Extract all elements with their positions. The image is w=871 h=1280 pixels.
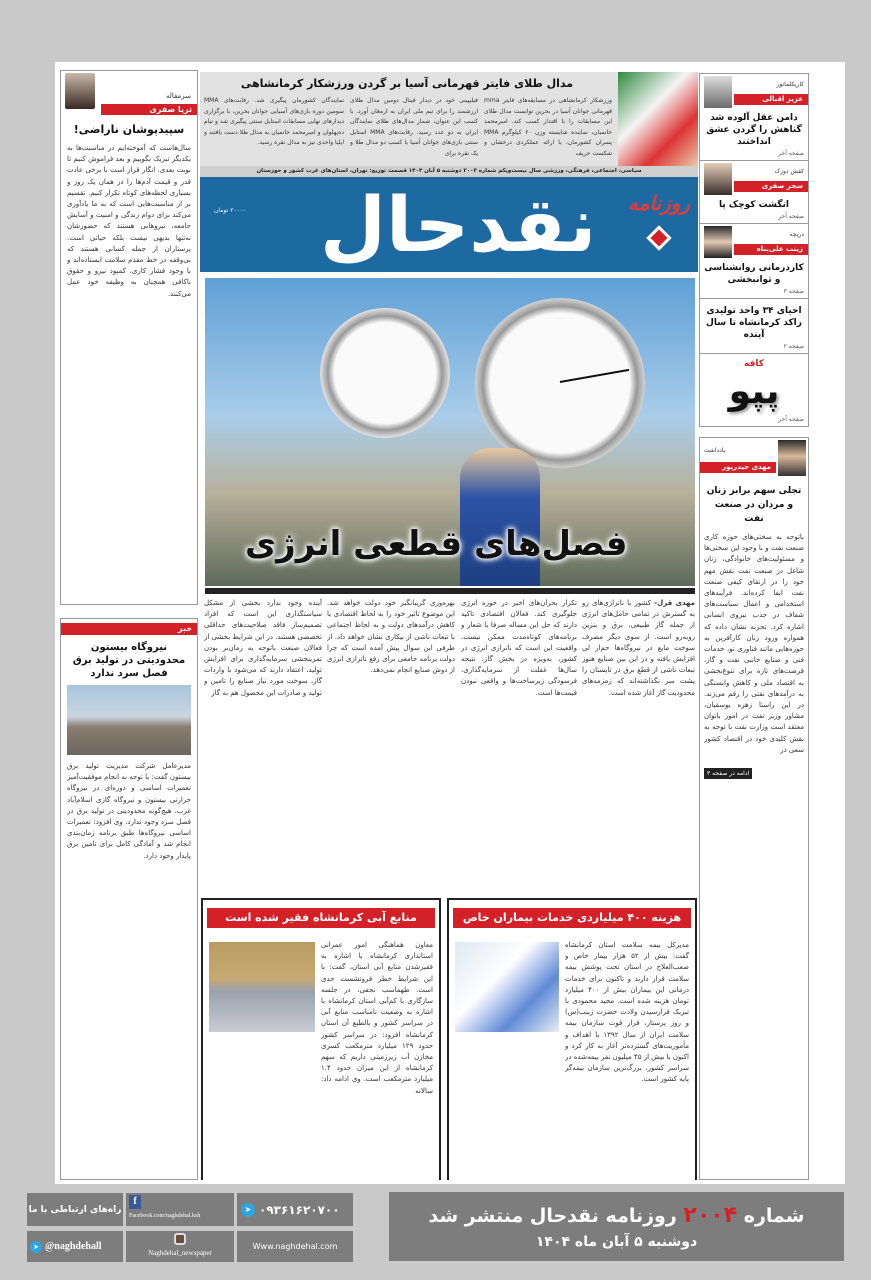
sports-athlete-photo bbox=[618, 72, 698, 166]
columnist-headline-1: دامن عقل آلوده شد گناهش را گردن عشق انداختند bbox=[706, 113, 802, 147]
columnist-box-3[interactable] bbox=[699, 224, 809, 299]
news-photo-power-plant bbox=[67, 685, 191, 755]
facebook-url: Facebook.com/naghdehal.ksh bbox=[129, 1213, 201, 1219]
main-story-text-1: کشور با ناترازی‌های رو به گسترش در تمامی حامل‌های انرژی از جمله گاز طبیعی، برق و بنزین روبه‌رو است. از سوی دیگر مصرف سوخت مایع در نیروگاه‌ها حم‌ار لی افزایش یافته و در این بین صنایع هنوز تبعات ناشی از قطع برق در تابستان را پشت سر نگذاشته‌اند که زمزمه‌های محدودیت گاز آغاز شده است. bbox=[582, 599, 695, 697]
columnist-author-3: زینب علی‌پناه bbox=[734, 244, 808, 255]
issue-date: دوشنبه ۵ آبان ماه ۱۴۰۴ bbox=[535, 1233, 698, 1250]
note-headline: تجلی سهم برابر زنان و مردان در صنعت نفت bbox=[706, 486, 802, 524]
columnist-headline-2: انگشت کوچک پا bbox=[719, 200, 789, 210]
note-author-photo bbox=[778, 440, 806, 476]
note-kicker: یادداشت bbox=[704, 447, 726, 454]
columnist-kicker-2: کفش دوزک bbox=[774, 168, 804, 175]
phone-number: ۰۹۳۶۱۶۲۰۷۰۰ bbox=[259, 1202, 340, 1217]
dateline: سیاسی، اجتماعی، فرهنگی، ورزشی سال بیست‌ویکم شماره ۲۰۰۴ دوشنبه ۵ آبان ۱۴۰۴ قسمت توزیع: تهران، استان‌های غرب کشور و خوزستان bbox=[200, 166, 698, 177]
main-story-photo-gauges bbox=[205, 278, 695, 586]
health-box bbox=[447, 898, 697, 1180]
columnist-author-2: سحر صفری bbox=[734, 181, 808, 192]
news-body: مدیرعامل شرکت مدیریت تولید برق بیستون گفت: با توجه به انجام موفقیت‌آمیز تعمیرات اساسی و دوره‌ای در نیروگاه حرارتی بیستون و نیروگاه گازی اسلام‌آباد غرب، هیچ‌گونه محدودیتی در تولید برق در فصل سرد وجود ندارد. وی افزود: تعمیرات اساسی نیروگاه‌ها طبق برنامه زمان‌بندی انجام شد و آمادگی کامل برای تامین برق پایدار وجود دارد. bbox=[67, 762, 191, 860]
masthead-title: نقدحال bbox=[320, 180, 597, 269]
instagram-link[interactable] bbox=[126, 1231, 234, 1262]
instagram-handle: Naghdehal_newspaper bbox=[148, 1249, 212, 1257]
note-box bbox=[699, 437, 809, 1180]
masthead bbox=[200, 177, 698, 272]
teaser-page: صفحه ۲ bbox=[783, 343, 804, 350]
instagram-icon bbox=[174, 1233, 186, 1245]
columnist-page-2: صفحه آخر bbox=[778, 213, 804, 220]
main-story-col-4: آینده وجود ندارد بخشی از مشکل سیاستگذاری این است که افراد تصمیم‌ساز فاقد صلاحیت‌های حداقلی تخصصی هستند. در این شرایط بخشی از فعالان صنعت باتوجه به زمان‌بر بودن تمرینخشی سرمایه‌گذاری برای افزایش تولید، اعتقاد دارند که می‌شود با واردات گاز، سوخت مورد نیاز صنایع را تامین و تولید و صادرات این محصول هم به گاز bbox=[204, 599, 322, 697]
columnist-box-1[interactable] bbox=[699, 73, 809, 161]
editorial-body: سال‌هاست که آموخته‌ایم در مناسبت‌ها به یکدیگر تبریک بگوییم و بعد فراموش کنیم تا نوبت بعدی. انگار قرار است با برخی عادت قدر و قیمت آدم‌ها را در همان یک روز و بسیاری لحظه‌های کوتاه تکرار کنیم. تقسیم بر از مناسبت‌هایی است که به ما یادآوری می‌کند برای دوام زندگی و امنیت و آسایش جامعه، نیروهایی هستند که حضورشان نه‌تنها بدیهی نیست بلکه حیاتی است. پرستاران از جمله کسانی هستند که بی‌وقفه در خط مقدم سلامت ایستاده‌اند و با وجود فشار کاری، کمبود نیرو و حقوق ناکافی همچنان به وظیفه خود عمل می‌کنند. bbox=[67, 144, 191, 298]
cafe-kicker: کافه bbox=[744, 359, 764, 369]
cafe-box[interactable] bbox=[699, 354, 809, 427]
editorial-author-photo bbox=[65, 73, 95, 109]
columnist-page-3: صفحه ۳ bbox=[783, 288, 804, 295]
telegram-icon: ➤ bbox=[30, 1241, 42, 1253]
facebook-icon: f bbox=[129, 1195, 141, 1209]
sports-strip bbox=[200, 72, 698, 166]
news-box bbox=[60, 618, 198, 1180]
facebook-link[interactable] bbox=[126, 1193, 234, 1226]
columnist-box-2[interactable] bbox=[699, 161, 809, 224]
main-story-author: مهدی قزل- bbox=[654, 599, 695, 607]
main-story-col-1 bbox=[582, 598, 695, 893]
news-kicker: خبر bbox=[61, 623, 197, 635]
sports-col-2: فیلیپینی خود در دیدار فینال دومین مدال طلای ارزشمند را برای تیم ملی ایران به ارمغان آورد. با کسب این عنوان، شمار مدال‌های طلای نمایندگان ایران به دو عدد رسید. رقابت‌های MMA استایل سنتی بازی‌های جوانان آسیا با کسب دو مدال طلا و یک نقره برای bbox=[350, 97, 478, 157]
news-headline: نیروگاه بیستون محدودیتی در تولید برق فصل سرد ندارد bbox=[72, 642, 186, 679]
issue-prefix: شماره bbox=[743, 1204, 805, 1227]
water-box bbox=[201, 898, 441, 1180]
columnist-photo-2 bbox=[704, 163, 732, 195]
masthead-diamond-logo bbox=[646, 225, 671, 250]
main-story-col-2: تکرار بحران‌های اخیر در حوزه انرژی جلوگیری کند. فعالان اقتصادی تاکید دارند که حل این مساله صرفا با شعار و برنامه‌های کوتاه‌مدت ممکن نیست. واقعیت این است که ناترازی انرژی در کشور، به‌ویژه در بخش گاز، نتیجه سال‌ها غفلت از سرمایه‌گذاری، فرسودگی زیرساخت‌ها و واقعی نبودن قیمت‌ها است. bbox=[461, 599, 577, 697]
pressure-gauge-left bbox=[320, 308, 450, 438]
columnist-page-1: صفحه آخر bbox=[778, 150, 804, 157]
columnist-photo-1 bbox=[704, 76, 732, 108]
sports-headline: مدال طلای فایتر قهرمانی آسیا بر گردن ورزشکار کرمانشاهی bbox=[240, 77, 574, 90]
note-author: مهدی حیدرپور bbox=[700, 462, 776, 473]
teaser-headline: احیای ۳۴ واحد تولیدی راکد کرمانشاه تا سال آینده bbox=[706, 306, 802, 340]
columnist-kicker-1: کاریکلماتور bbox=[776, 81, 804, 88]
sports-col-1: ورزشکار کرمانشاهی در مسابقه‌های فایتر mma قهرمانی جوانان آسیا در بحرین توانست مدال طلای این مسابقات را با اقتدار کسب کند. امیرمحمد خانمیان، نماینده شایسته وزن ۶۰ کیلوگرم MMA پسران کشورمان، با ارائه عملکردی درخشان و شکست حریف bbox=[484, 97, 612, 157]
masthead-prefix: روزنامه bbox=[627, 191, 690, 215]
teaser-box[interactable] bbox=[699, 299, 809, 354]
sports-col-3: نمایندگان کشورمان پیگیری شد. رقابت‌های MMA سومین دوره بازی‌های آسیایی جوانان بحرین، با برگزاری دیدارهای نهایی مسابقات استایل سنتی پیگیری شد و تیام ده‌پهلوان و امیرمحمد خانمیان به مدال طلا دست یافتند و ایلیا واحدی نیز به مدال نقره رسید. bbox=[204, 97, 344, 146]
water-photo-official bbox=[209, 942, 315, 1032]
masthead-price: ۲۰۰۰۰ تومان bbox=[214, 207, 247, 214]
issue-number: ۲۰۰۴ bbox=[683, 1202, 738, 1228]
telegram-icon: ➤ bbox=[241, 1203, 255, 1217]
health-headline: هزینه ۴۰۰ میلیاردی خدمات بیماران خاص bbox=[453, 908, 691, 928]
divider-black bbox=[205, 588, 695, 594]
editorial-headline: سپیدپوشان ناراضی! bbox=[73, 123, 185, 136]
telegram-link[interactable] bbox=[27, 1231, 123, 1262]
issue-suffix: روزنامه نقدحال منتشر شد bbox=[428, 1204, 677, 1227]
columnist-photo-3 bbox=[704, 226, 732, 258]
main-story-col-3: بهره‌وری گریبانگیر خود دولت خواهد شد. این موضوع تاثیر خود را به لحاظ اقتصادی با کاهش درآمدهای دولت و به لحاظ اجتماعی با تبعات ناشی از بیکاری نشان خواهد داد. از طرفی این سوال پیش آمده است که چرا دولت برنامه جامعی برای رفع ناترازی انرژی از دوش صنایع انجام نمی‌دهد. bbox=[327, 599, 455, 675]
website-link[interactable]: Www.naghdehal.com bbox=[237, 1231, 353, 1262]
editorial-box bbox=[60, 70, 198, 605]
health-body: مدیرکل بیمه سلامت استان کرمانشاه گفت: بیش از ۵۲ هزار بیمار خاص و صعب‌العلاج در استان تحت پوشش بیمه سلامت قرار دارند و تاکنون برای خدمات درمانی این بیماران بیش از ۴۰۰ میلیارد تومان هزینه شده است. مجید محمودی با تبریک فرارسیدن ولادت حضرت زینب(س) و روز پرستار، قرار قوت سازمان بیمه سلامت ایران از سال ۱۳۹۲ با اهداف و مأموریت‌های گسترده‌تر آغاز به کار کرد و اکنون با بیش از ۴۵ میلیون نفر بیمه‌شده در سراسر کشور، بزرگ‌ترین سازمان بیمه‌گر پایه کشور است. bbox=[565, 941, 689, 1084]
cafe-logo: پپو bbox=[728, 371, 780, 412]
columnist-headline-3: کاردرمانی روانشناسی و توانبخشی bbox=[704, 263, 804, 285]
editorial-author: ثریا صفری bbox=[101, 104, 197, 115]
water-body: معاون هماهنگی امور عمرانی استانداری کرمانشاه با اشاره به فقیرشدن منابع آبی استان، گفت: با این شرایط خطر فرونشست جدی است. طهماسب نجفی، در جلسه سازگاری با کم‌آبی استان کرمانشاه با اشاره به وضعیت نامناسب منابع آبی در سراسر کشور و بالطبع آن استان کرمانشاه افزود: در سراسر کشور حدود ۱۲۹ میلیارد مترمکعب کسری مخازن آب زیرزمینی داریم که سهم کرمانشاه از این میزان حدود ۱.۴ میلیارد مترمکعب است. وی ادامه داد: سالانه bbox=[321, 941, 433, 1095]
contact-label: راه‌های ارتباطی با ما bbox=[27, 1193, 123, 1226]
columnist-kicker-3: دریچه bbox=[789, 231, 804, 238]
note-continue-badge[interactable]: ادامه در صفحه ۳ bbox=[704, 768, 752, 779]
main-headline: فصل‌های قطعی انرژی bbox=[245, 524, 628, 564]
telegram-handle: @naghdehall bbox=[45, 1241, 102, 1252]
issue-line bbox=[429, 1203, 805, 1229]
note-body: باتوجه به سختی‌های حوزه کاری صنعت نفت و با وجود این سختی‌ها و مسئولیت‌های خانوادگی، زنان شاغل در صنعت نفت نقش مهم خود را در ارتقای کیفی صنعت نفت ایفا کرده‌اند. فرآیندهای استخدامی و اعمال سیاست‌های شفاف در جذب نیروی انسانی اشاره کرد. تجربه نشان داده که همواره ورود زنان کارآفرین به حوزه‌هایی مانند فناوری نو، خدمات فنی و صنایع جانبی نفت و گاز، فرصت‌های تازه برای تنوع‌بخشی به اقتصاد ملی و کاهش وابستگی به درآمدهای نفتی را رقم می‌زند. در این راستا زهره یوسفیان، مشاور وزیر نفت در امور بانوان معتقد است وزارت نفت با توجه به نقش کلیدی خود در اقتصاد کشور سعی در bbox=[704, 533, 804, 754]
issue-banner bbox=[389, 1192, 844, 1261]
cafe-page: صفحه آخر bbox=[778, 416, 804, 423]
columnist-author-1: عزیز اقبالی bbox=[734, 94, 808, 105]
water-headline: منابع آبی کرمانشاه فقیر شده است bbox=[207, 908, 435, 928]
right-column bbox=[699, 73, 809, 1180]
editorial-kicker: سرمقاله bbox=[165, 92, 191, 100]
health-photo-syringe bbox=[455, 942, 559, 1032]
phone-link[interactable] bbox=[237, 1193, 353, 1226]
